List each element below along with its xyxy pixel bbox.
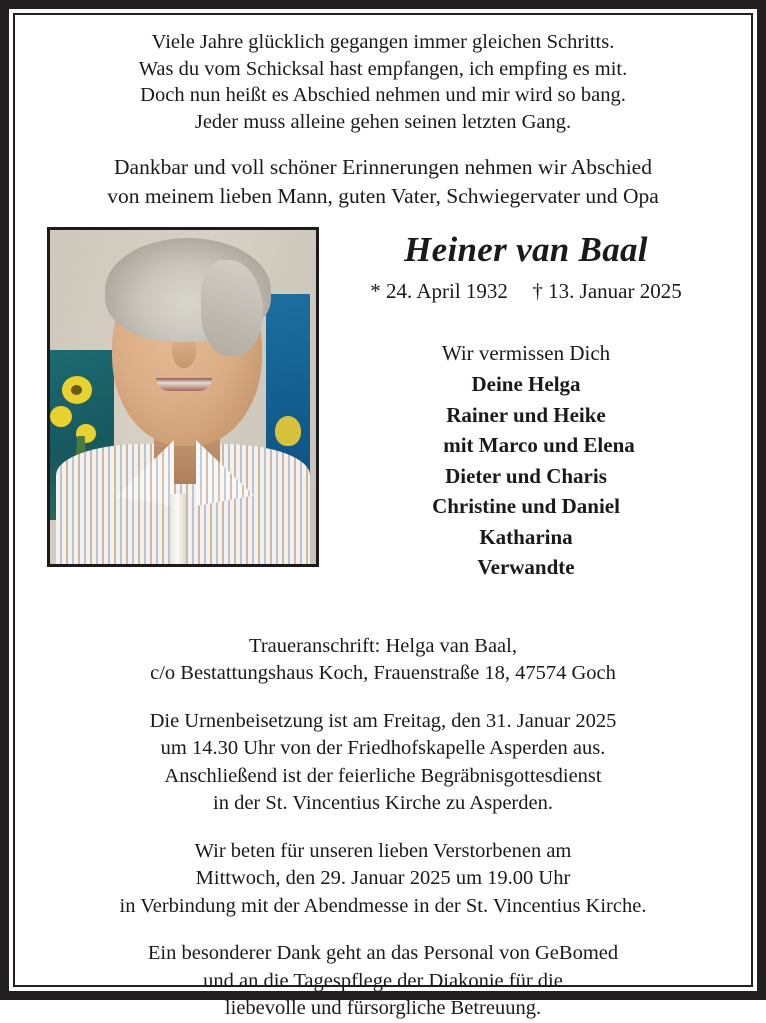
- hair: [105, 238, 271, 342]
- acknowledgement-thanks: [27, 940, 739, 1023]
- poem-line: Doch nun heißt es Abschied nehmen und mir wird so bang.: [140, 84, 626, 106]
- frame-inner-rule: [13, 13, 753, 1019]
- address-line: c/o Bestattungshaus Koch, Frauenstraße 18, 47574 Goch: [150, 662, 616, 684]
- mourner-name: Verwandte: [477, 555, 575, 579]
- burial-line: Anschließend ist der feierliche Begräbnisgottesdienst: [164, 764, 602, 787]
- mourner-name: Christine und Daniel: [432, 494, 620, 518]
- farewell-intro: [27, 153, 739, 211]
- chin: [142, 402, 224, 448]
- cross-dagger-icon: †: [532, 279, 543, 303]
- birth-date: 24. April 1932: [386, 279, 508, 303]
- portrait-photo: [47, 227, 319, 567]
- farewell-intro-line: von meinem lieben Mann, guten Vater, Schwiegervater und Opa: [107, 184, 659, 208]
- sunflower-core: [71, 385, 82, 395]
- thanks-line: liebevolle und fürsorgliche Betreuung.: [224, 997, 542, 1019]
- prayer-line: Mittwoch, den 29. Januar 2025 um 19.00 Uhr: [195, 867, 571, 889]
- shirt-placket: [170, 494, 186, 564]
- condolence-address: [27, 633, 739, 688]
- painting-accent: [275, 416, 301, 446]
- burial-line: um 14.30 Uhr von der Friedhofskapelle Asperden aus.: [160, 737, 606, 759]
- poem-line: Was du vom Schicksal hast empfangen, ich empfing es mit.: [138, 57, 628, 80]
- prayer-line: in Verbindung mit der Abendmesse in der St. Vincentius Kirche.: [119, 894, 647, 917]
- thanks-line: Ein besonderer Dank geht an das Personal von GeBomed: [147, 942, 619, 964]
- life-dates: [319, 277, 733, 305]
- death-date: 13. Januar 2025: [548, 279, 682, 303]
- frame-white-gap: [9, 9, 757, 1019]
- burial-line: in der St. Vincentius Kirche zu Asperden.: [213, 792, 553, 814]
- deceased-name: Heiner van Baal: [404, 230, 648, 269]
- address-line: Traueranschrift: Helga van Baal,: [249, 634, 517, 657]
- mourner-name: Katharina: [479, 524, 573, 549]
- poem-line: Viele Jahre glücklich gegangen immer gleichen Schritts.: [151, 31, 615, 53]
- portrait-and-name-band: [27, 227, 739, 583]
- mourners-list: [319, 369, 733, 583]
- poem-line: Jeder muss alleine gehen seinen letzten Gang.: [194, 110, 572, 133]
- sunflower-petal: [50, 406, 72, 427]
- farewell-intro-line: Dankbar und voll schöner Erinnerungen nehmen wir Abschied: [114, 155, 652, 179]
- name-and-mourners-block: [319, 227, 739, 583]
- burial-details: [27, 708, 739, 818]
- mourner-name: Rainer und Heike: [446, 402, 606, 427]
- mourner-name: Dieter und Charis: [445, 463, 607, 488]
- mourner-name: Deine Helga: [471, 372, 581, 396]
- prayer-line: Wir beten für unseren lieben Verstorbenen am: [194, 839, 572, 862]
- mourning-intro: Wir vermissen Dich: [441, 341, 611, 365]
- mourner-name: mit Marco und Elena: [443, 433, 635, 457]
- memorial-poem: [27, 29, 739, 135]
- birth-symbol-icon: *: [370, 279, 381, 303]
- mouth: [156, 378, 212, 391]
- service-information: [27, 633, 739, 1023]
- prayer-service-details: [27, 838, 739, 921]
- burial-line: Die Urnenbeisetzung ist am Freitag, den 31. Januar 2025: [149, 709, 617, 732]
- portrait-photo-container: [47, 227, 319, 567]
- thanks-line: und an die Tagespflege der Diakonie für die: [203, 969, 563, 992]
